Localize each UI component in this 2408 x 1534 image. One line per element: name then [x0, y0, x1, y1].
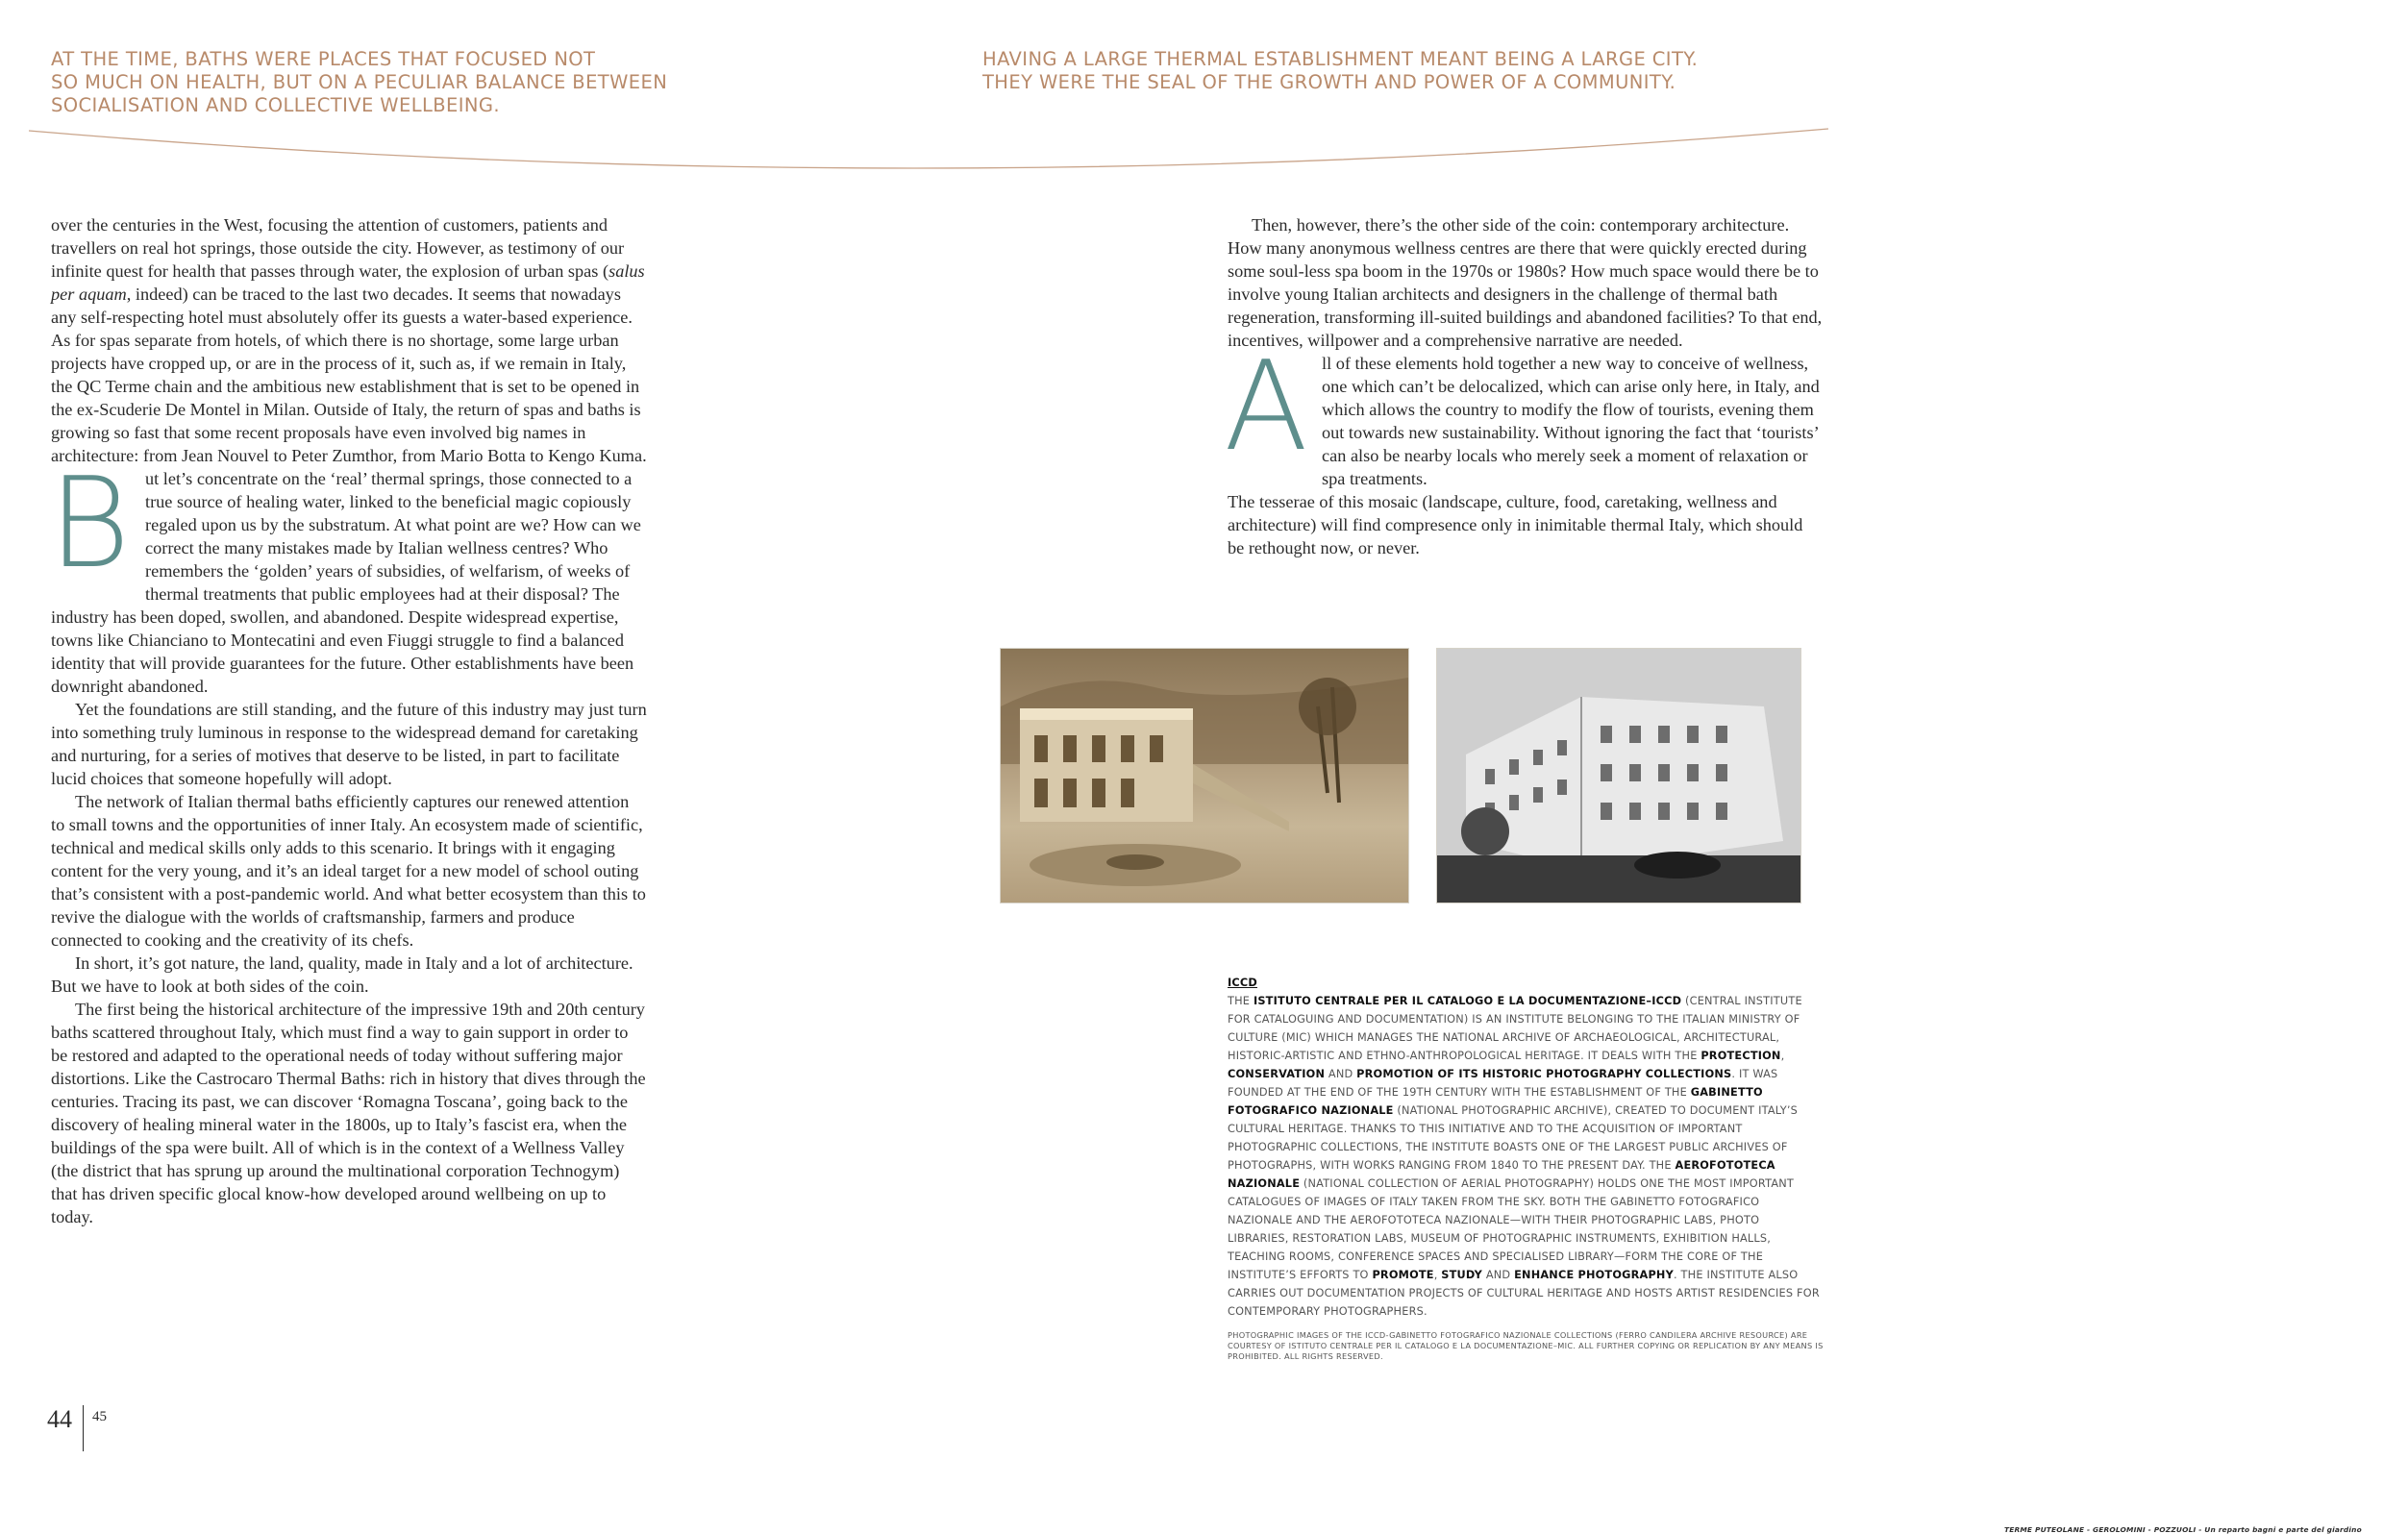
iccd-info-box	[1228, 974, 1824, 1321]
paragraph-dropcap-b: But let’s concentrate on the ‘real’ thermal springs, those connected to a true source of healing water, linked to the beneficial magic copiously regaled upon us by the substratum. At what point are we? How can we correct the many mistakes made by Italian wellness centres? Who remembers the ‘golden’ years of subsidies, of welfarism, of weeks of thermal treatments that public employees had at their disposal? The industry has been doped, swollen, and abandoned. Despite widespread expertise, towns like Chianciano to Montecatini and even Fiuggi struggle to find a balanced identity that will provide guarantees for the future. Other establishments have been downright abandoned.	[48, 450, 641, 696]
building-photo-bw	[1437, 649, 1800, 903]
paragraph: The tesserae of this mosaic (landscape, culture, food, caretaking, wellness and architecture) will find compresence only in inimitable thermal Italy, which should be rethought now, or never.	[1228, 492, 1803, 557]
dropcap-letter-b: B	[48, 450, 131, 596]
building-photo-sepia	[1001, 649, 1408, 903]
left-text-column	[48, 213, 647, 1228]
photo-caption: TERME PUTEOLANE - GEROLOMINI - POZZUOLI - Un reparto bagni e parte del giardino	[2004, 1525, 2362, 1534]
page-number-left: 44	[47, 1405, 72, 1433]
info-title: ICCD	[1228, 977, 1257, 989]
paragraph: The network of Italian thermal baths efficiently captures our renewed attention to small towns and the opportunities of inner Italy. An ecosystem made of scientific, technical and medical skills only adds to this scenario. It brings with it engaging content for the very young, and it’s an ideal target for a new model of school outing that’s consistent with a post-pandemic world. And what better ecosystem than this to revive the dialogue with the worlds of craftsmanship, farmers and produce connected to cooking and the creativity of its chefs.	[51, 792, 646, 950]
page-number-right: 45	[92, 1409, 107, 1424]
paragraph: In short, it’s got nature, the land, quality, made in Italy and a lot of architecture. But we have to look at both sides of the coin.	[51, 953, 633, 996]
right-text-column	[1224, 213, 1824, 559]
pull-quote-left: AT THE TIME, BATHS WERE PLACES THAT FOCUSED NOT SO MUCH ON HEALTH, BUT ON A PECULIAR BALANCE BETWEEN SOCIALISATION AND COLLECTIVE WELLBEING.	[51, 48, 668, 116]
paragraph: over the centuries in the West, focusing the attention of customers, patients and travellers on real hot springs, those outside the city. However, as testimony of our infinite quest for health that passes through water, the explosion of urban spas (salus per aquam, indeed) can be traced to the last two decades. It seems that nowadays any self-respecting hotel must absolutely offer its guests a water-based experience. As for spas separate from hotels, of which there is no shortage, some large urban projects have cropped up, or are in the process of it, such as, if we remain in Italy, the QC Terme chain and the ambitious new establishment that is set to be opened in the ex-Scuderie De Montel in Milan. Outside of Italy, the return of spas and baths is growing so fast that some recent proposals have even involved big names in architecture: from Jean Nouvel to Peter Zumthor, from Mario Botta to Kengo Kuma.	[51, 215, 647, 465]
paragraph: Yet the foundations are still standing, and the future of this industry may just turn into something truly luminous in response to the widespread demand for caretaking and nurturing, for a series of motives that deserve to be listed, in part to facilitate lucid choices that someone hopefully will adopt.	[51, 700, 647, 788]
paragraph: The first being the historical architecture of the impressive 19th and 20th century baths scattered throughout Italy, which must find a way to gain support in order to be restored and adapted to the operational needs of today without suffering major distortions. Like the Castrocaro Thermal Baths: rich in history that dives through the centuries. Tracing its past, we can discover ‘Romagna Toscana’, going back to the discovery of healing mineral water in the 1800s, up to Italy’s fascist era, when the buildings of the spa were built. All of which is in the context of a Wellness Valley (the district that has sprung up around the multinational corporation Technogym) that has driven specific glocal know-how developed around wellbeing on up to today.	[51, 1000, 646, 1226]
dropcap-letter-a: A	[1224, 335, 1308, 479]
page-number-divider	[83, 1405, 84, 1451]
photo-credit: PHOTOGRAPHIC IMAGES OF THE ICCD-GABINETTO FOTOGRAFICO NAZIONALE COLLECTIONS (FERRO CANDILERA ARCHIVE RESOURCE) ARE COURTESY OF ISTITUTO CENTRALE PER IL CATALOGO E LA DOCUMENTAZIONE–MIC. ALL FURTHER COPYING OR REPLICATION BY ANY MEANS IS PROHIBITED. ALL RIGHTS RESERVED.	[1228, 1330, 1824, 1361]
paragraph-dropcap-a: All of these elements hold together a new way to conceive of wellness, one which can’t be delocalized, which can arise only here, in Italy, and which allows the country to modify the flow of tourists, evening them out towards new sustainability. Without ignoring the fact that ‘tourists’ can also be nearby locals who merely seek a moment of relaxation or spa treatments.	[1224, 335, 1820, 488]
postcard-hotel-building	[1436, 648, 1801, 903]
paragraph: Then, however, there’s the other side of the coin: contemporary architecture. How many anonymous wellness centres are there that were quickly erected during some soul-less spa boom in the 1970s or 1980s? How much space would there be to involve young Italian architects and designers in the challenge of thermal bath regeneration, transforming ill-suited buildings and abandoned facilities? To that end, incentives, willpower and a comprehensive narrative are needed.	[1228, 215, 1823, 350]
curved-divider	[0, 115, 1846, 192]
info-body: THE ISTITUTO CENTRALE PER IL CATALOGO E LA DOCUMENTAZIONE–ICCD (CENTRAL INSTITUTE FOR CATALOGUING AND DOCUMENTATION) IS AN INSTITUTE BELONGING TO THE ITALIAN MINISTRY OF CULTURE (MIC) WHICH MANAGES THE NATIONAL ARCHIVE OF ARCHAEOLOGICAL, ARCHITECTURAL, HISTORIC-ARTISTIC AND ETHNO-ANTHROPOLOGICAL HERITAGE. IT DEALS WITH THE PROTECTION, CONSERVATION AND PROMOTION OF ITS HISTORIC PHOTOGRAPHY COLLECTIONS. IT WAS FOUNDED AT THE END OF THE 19TH CENTURY WITH THE ESTABLISHMENT OF THE GABINETTO FOTOGRAFICO NAZIONALE (NATIONAL PHOTOGRAPHIC ARCHIVE), CREATED TO DOCUMENT ITALY’S CULTURAL HERITAGE. THANKS TO THIS INITIATIVE AND TO THE ACQUISITION OF IMPORTANT PHOTOGRAPHIC COLLECTIONS, THE INSTITUTE BOASTS ONE OF THE LARGEST PUBLIC ARCHIVES OF PHOTOGRAPHS, WITH WORKS RANGING FROM 1840 TO THE PRESENT DAY. THE AEROFOTOTECA NAZIONALE (NATIONAL COLLECTION OF AERIAL PHOTOGRAPHY) HOLDS ONE THE MOST IMPORTANT CATALOGUES OF IMAGES OF ITALY TAKEN FROM THE SKY. BOTH THE GABINETTO FOTOGRAFICO NAZIONALE AND THE AEROFOTOTECA NAZIONALE—WITH THEIR PHOTOGRAPHIC LABS, PHOTO LIBRARIES, RESTORATION LABS, MUSEUM OF PHOTOGRAPHIC INSTRUMENTS, EXHIBITION HALLS, TEACHING ROOMS, CONFERENCE SPACES AND SPECIALISED LIBRARY—FORM THE CORE OF THE INSTITUTE’S EFFORTS TO PROMOTE, STUDY AND ENHANCE PHOTOGRAPHY. THE INSTITUTE ALSO CARRIES OUT DOCUMENTATION PROJECTS OF CULTURAL HERITAGE AND HOSTS ARTIST RESIDENCIES FOR CONTEMPORARY PHOTOGRAPHERS.	[1228, 995, 1820, 1318]
pull-quote-right: HAVING A LARGE THERMAL ESTABLISHMENT MEANT BEING A LARGE CITY. THEY WERE THE SEAL OF THE GROWTH AND POWER OF A COMMUNITY.	[982, 48, 1699, 93]
